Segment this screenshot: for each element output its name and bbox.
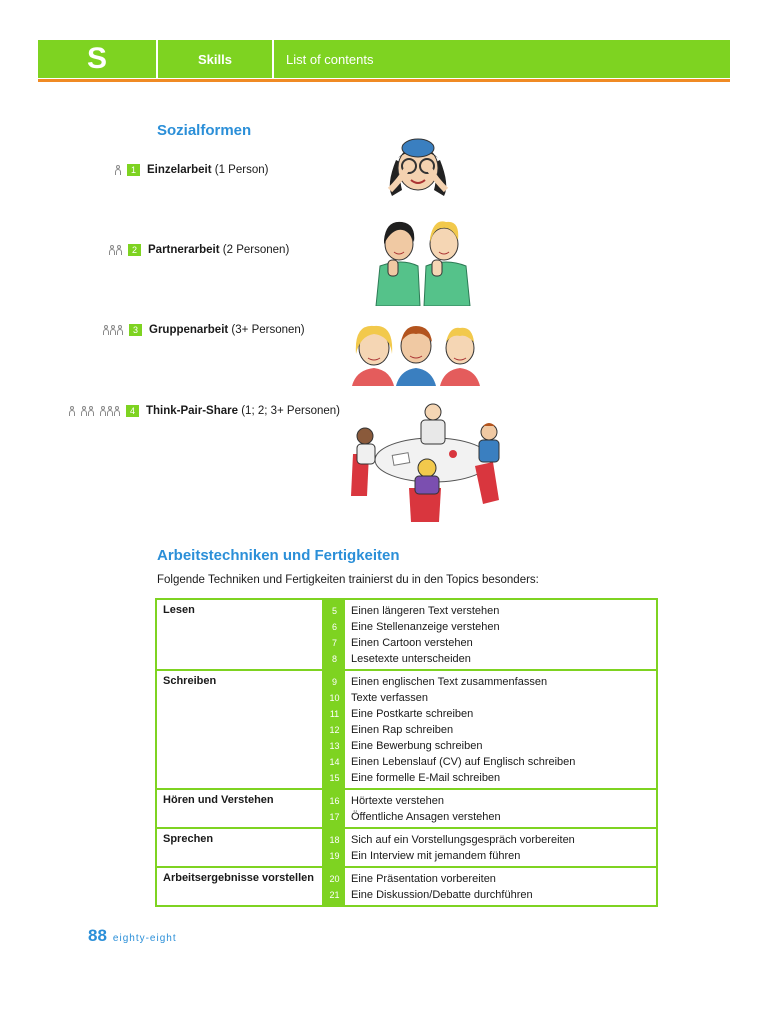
skills-category: Lesen bbox=[157, 600, 324, 669]
number-badge: 2 bbox=[128, 244, 141, 256]
sozialform-row-2 bbox=[104, 244, 289, 256]
skills-table bbox=[155, 598, 658, 907]
header-subtitle: List of contents bbox=[286, 51, 374, 67]
section-label: Skills bbox=[198, 51, 232, 67]
skill-number: 13 bbox=[329, 741, 340, 751]
skill-number: 7 bbox=[331, 638, 337, 648]
skill-item: Einen englischen Text zusammenfassen bbox=[351, 676, 548, 688]
skills-group bbox=[157, 600, 656, 669]
skill-number: 20 bbox=[329, 874, 340, 884]
skill-item: Eine formelle E-Mail schreiben bbox=[351, 772, 501, 784]
skill-item: Texte verfassen bbox=[351, 692, 429, 704]
skill-item: Einen Rap schreiben bbox=[351, 724, 454, 736]
page-footer bbox=[88, 926, 177, 946]
skills-number-column bbox=[324, 671, 345, 788]
skills-item-column bbox=[345, 868, 656, 905]
skill-number: 19 bbox=[329, 851, 340, 861]
skills-item-column bbox=[345, 671, 656, 788]
skills-group bbox=[157, 669, 656, 788]
think-pair-share-icon bbox=[64, 406, 120, 416]
skill-item: Öffentliche Ansagen verstehen bbox=[351, 811, 501, 823]
sozialform-label: Think-Pair-Share (1; 2; 3+ Personen) bbox=[146, 405, 340, 417]
person-icon bbox=[110, 165, 121, 175]
skill-number: 15 bbox=[329, 773, 340, 783]
group-illustration bbox=[346, 314, 486, 386]
skill-number: 10 bbox=[329, 693, 340, 703]
single-person-illustration bbox=[378, 130, 458, 200]
skill-item: Einen Lebenslauf (CV) auf Englisch schreiben bbox=[351, 756, 576, 768]
number-badge: 4 bbox=[126, 405, 139, 417]
skill-number: 14 bbox=[329, 757, 340, 767]
skill-item: Einen längeren Text verstehen bbox=[351, 605, 500, 617]
chapter-header bbox=[38, 40, 730, 78]
sozialform-row-1 bbox=[110, 164, 360, 176]
meeting-table-illustration bbox=[333, 396, 523, 538]
skill-number: 16 bbox=[329, 796, 340, 806]
chapter-letter: S bbox=[86, 42, 107, 75]
skills-group bbox=[157, 866, 656, 905]
pair-icon bbox=[104, 245, 122, 255]
group-icon bbox=[98, 325, 123, 335]
skills-group bbox=[157, 788, 656, 827]
skill-item: Eine Postkarte schreiben bbox=[351, 708, 474, 720]
skills-group bbox=[157, 827, 656, 866]
skills-number-column bbox=[324, 790, 345, 827]
skill-item: Eine Präsentation vorbereiten bbox=[351, 873, 496, 885]
header-underline bbox=[38, 79, 730, 82]
sozialform-label: Partnerarbeit (2 Personen) bbox=[148, 244, 290, 256]
skills-item-column bbox=[345, 790, 656, 827]
sozialform-label: Einzelarbeit (1 Person) bbox=[147, 164, 269, 176]
skill-number: 21 bbox=[329, 890, 340, 900]
skill-number: 5 bbox=[331, 606, 337, 616]
page-number: 88 bbox=[88, 926, 107, 945]
header-divider bbox=[272, 40, 274, 78]
skill-number: 12 bbox=[329, 725, 340, 735]
skills-item-column bbox=[345, 600, 656, 669]
skills-category: Sprechen bbox=[157, 829, 324, 866]
skill-item: Hörtexte verstehen bbox=[351, 795, 444, 807]
skill-number: 18 bbox=[329, 835, 340, 845]
two-people-illustration bbox=[372, 214, 472, 306]
skills-number-column bbox=[324, 600, 345, 669]
skills-category: Arbeitsergebnisse vorstellen bbox=[157, 868, 324, 905]
skill-item: Einen Cartoon verstehen bbox=[351, 637, 473, 649]
skill-item: Eine Diskussion/Debatte durchführen bbox=[351, 889, 533, 901]
sozialform-row-3 bbox=[98, 324, 305, 336]
skill-number: 8 bbox=[331, 654, 337, 664]
arbeitstechniken-heading: Arbeitstechniken und Fertigkeiten bbox=[157, 547, 400, 564]
skill-item: Eine Stellenanzeige verstehen bbox=[351, 621, 500, 633]
skill-number: 11 bbox=[329, 709, 340, 719]
sozialform-row-4 bbox=[64, 405, 340, 417]
skill-item: Eine Bewerbung schreiben bbox=[351, 740, 483, 752]
page-number-words: eighty-eight bbox=[112, 933, 177, 944]
skills-category: Schreiben bbox=[157, 671, 324, 788]
skills-item-column bbox=[345, 829, 656, 866]
skill-number: 9 bbox=[331, 677, 337, 687]
skill-item: Sich auf ein Vorstellungsgespräch vorbereiten bbox=[351, 834, 575, 846]
intro-text: Folgende Techniken und Fertigkeiten trainierst du in den Topics besonders: bbox=[157, 574, 539, 586]
number-badge: 1 bbox=[127, 164, 140, 176]
skill-item: Ein Interview mit jemandem führen bbox=[351, 850, 521, 862]
skills-number-column bbox=[324, 829, 345, 866]
skill-number: 6 bbox=[331, 622, 337, 632]
number-badge: 3 bbox=[129, 324, 142, 336]
skills-category: Hören und Verstehen bbox=[157, 790, 324, 827]
skill-item: Lesetexte unterscheiden bbox=[351, 653, 471, 665]
skills-number-column bbox=[324, 868, 345, 905]
skill-number: 17 bbox=[329, 812, 340, 822]
sozialformen-heading: Sozialformen bbox=[157, 122, 252, 139]
sozialform-label: Gruppenarbeit (3+ Personen) bbox=[149, 324, 305, 336]
